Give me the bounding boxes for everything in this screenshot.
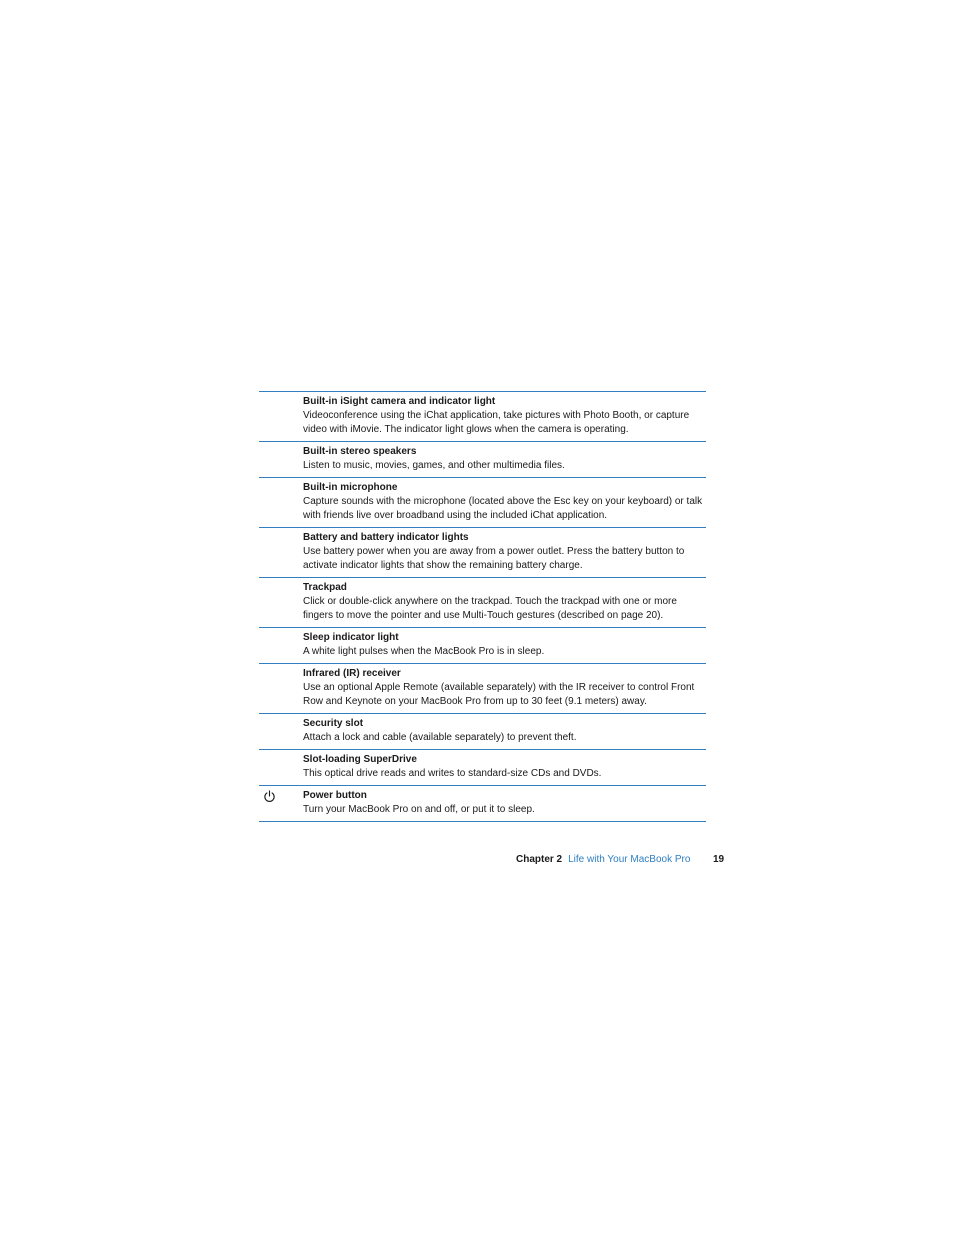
footer-chapter-label: Chapter 2 — [516, 854, 563, 865]
feature-row-battery — [259, 528, 706, 578]
feature-description: Listen to music, movies, games, and other multimedia files. — [303, 460, 565, 471]
feature-description: Capture sounds with the microphone (located above the Esc key on your keyboard) or talk with friends live over broadband using the included iChat application. — [303, 496, 703, 521]
feature-title: Power button — [303, 790, 367, 801]
feature-row-ir-receiver — [259, 664, 706, 714]
feature-description: Attach a lock and cable (available separately) to prevent theft. — [303, 732, 577, 743]
feature-row-isight-camera — [259, 392, 706, 442]
feature-table — [259, 391, 706, 822]
feature-title: Security slot — [303, 718, 364, 729]
feature-description: A white light pulses when the MacBook Pro is in sleep. — [303, 646, 545, 657]
power-icon — [263, 790, 276, 803]
feature-description: Click or double-click anywhere on the trackpad. Touch the trackpad with one or more fingers to move the pointer and use Multi-Touch gestures (described on page 20). — [303, 596, 677, 621]
feature-description: Use an optional Apple Remote (available separately) with the IR receiver to control Front Row and Keynote on your MacBook Pro from up to 30 feet (9.1 meters) away. — [303, 682, 695, 707]
feature-row-superdrive — [259, 750, 706, 786]
feature-title: Built-in stereo speakers — [303, 446, 417, 457]
page-number: 19 — [713, 854, 725, 865]
feature-description: This optical drive reads and writes to standard-size CDs and DVDs. — [303, 768, 602, 779]
feature-title: Trackpad — [303, 582, 347, 593]
footer-chapter-title: Life with Your MacBook Pro — [568, 854, 691, 865]
feature-title: Infrared (IR) receiver — [303, 668, 401, 679]
feature-description: Videoconference using the iChat application, take pictures with Photo Booth, or capture video with iMovie. The indicator light glows when the camera is operating. — [303, 410, 690, 435]
feature-row-sleep-indicator — [259, 628, 706, 664]
feature-row-stereo-speakers — [259, 442, 706, 478]
page-footer — [516, 854, 690, 866]
feature-row-power-button — [259, 786, 706, 822]
feature-title: Sleep indicator light — [303, 632, 399, 643]
feature-description: Turn your MacBook Pro on and off, or put it to sleep. — [303, 804, 535, 815]
feature-description: Use battery power when you are away from a power outlet. Press the battery button to activate indicator lights that show the remaining battery charge. — [303, 546, 685, 571]
feature-title: Battery and battery indicator lights — [303, 532, 469, 543]
feature-row-security-slot — [259, 714, 706, 750]
feature-row-microphone — [259, 478, 706, 528]
feature-title: Built-in iSight camera and indicator light — [303, 396, 496, 407]
feature-title: Built-in microphone — [303, 482, 398, 493]
feature-title: Slot-loading SuperDrive — [303, 754, 417, 765]
feature-row-trackpad — [259, 578, 706, 628]
